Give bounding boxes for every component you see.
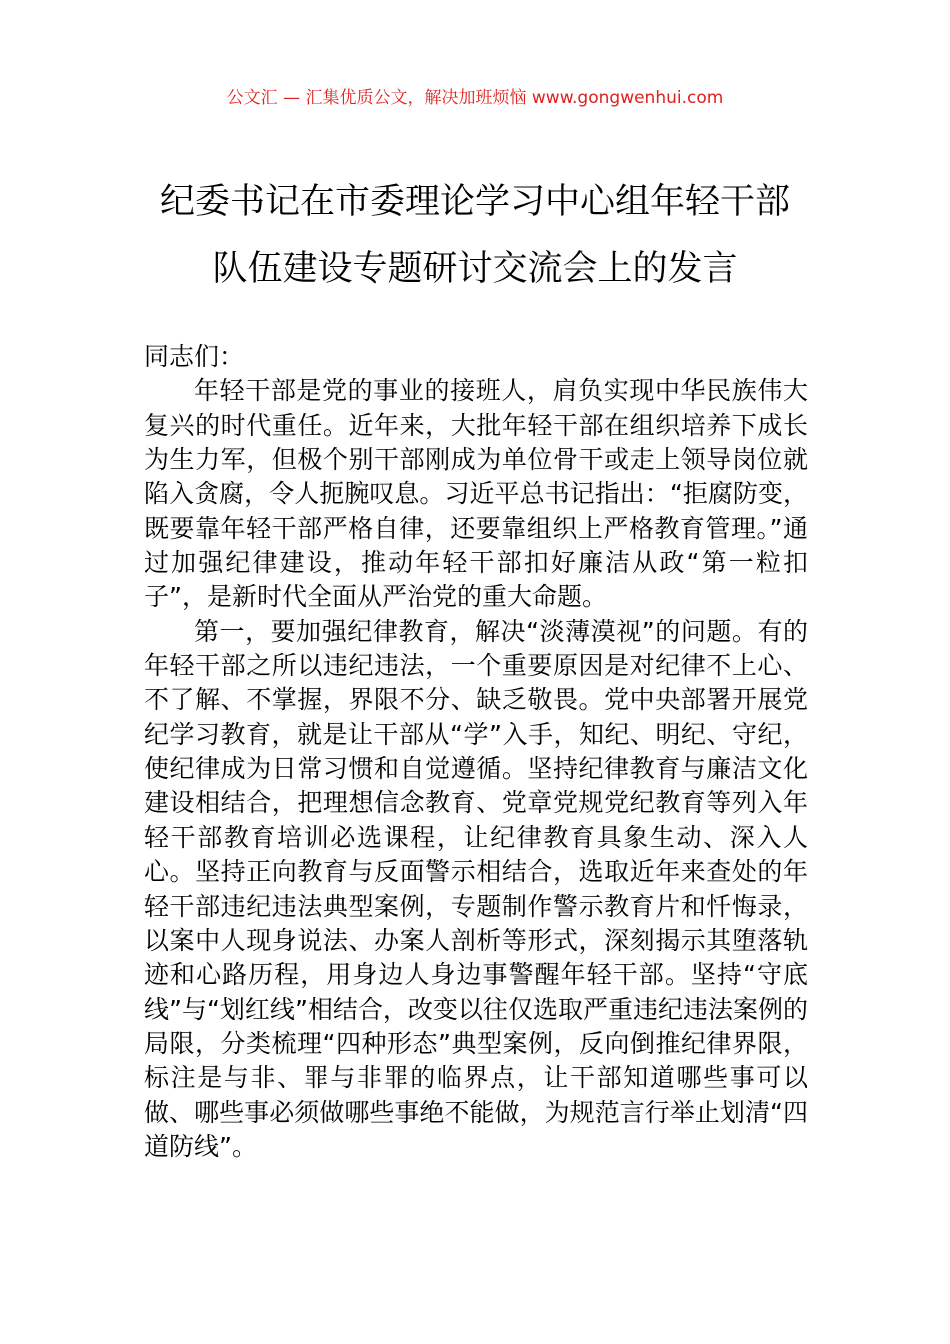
header-banner[interactable]: 公文汇 — 汇集优质公文，解决加班烦恼 www.gongwenhui.com (226, 88, 724, 108)
document-title-line-1: 纪委书记在市委理论学习中心组年轻干部 (159, 182, 790, 222)
body-paragraph-1: 年轻干部是党的事业的接班人，肩负实现中华民族伟大复兴的时代重任。近年来，大批年轻干部在组织培养下成长为生力军，但极个别干部刚成为单位骨干或走上领导岗位就陷入贪腐，令人扼腕叹息。习近平总书记指出：“拒腐防变，既要靠年轻干部严格自律，还要靠组织上严格教育管理。”通过加强纪律建设，推动年轻干部扣好廉洁从政“第一粒扣子”，是新时代全面从严治党的重大命题。 (144, 376, 808, 612)
body-paragraph-2: 第一，要加强纪律教育，解决“淡薄漠视”的问题。有的年轻干部之所以违纪违法，一个重要原因是对纪律不上心、不了解、不掌握，界限不分、缺乏敬畏。党中央部署开展党纪学习教育，就是让干部从“学”入手，知纪、明纪、守纪，使纪律成为日常习惯和自觉遵循。坚持纪律教育与廉洁文化建设相结合，把理想信念教育、党章党规党纪教育等列入年轻干部教育培训必选课程，让纪律教育具象生动、深入人心。坚持正向教育与反面警示相结合，选取近年来查处的年轻干部违纪违法典型案例，专题制作警示教育片和忏悔录，以案中人现身说法、办案人剖析等形式，深刻揭示其堕落轨迹和心路历程，用身边人身边事警醒年轻干部。坚持“守底线”与“划红线”相结合，改变以往仅选取严重违纪违法案例的局限，分类梳理“四种形态”典型案例，反向倒推纪律界限，标注是与非、罪与非罪的临界点，让干部知道哪些事可以做、哪些事必须做哪些事绝不能做，为规范言行举止划清“四道防线”。 (144, 616, 808, 1161)
salutation: 同志们： (144, 342, 245, 371)
document-body (144, 340, 808, 1164)
document-title-line-2: 队伍建设专题研讨交流会上的发言 (212, 249, 738, 289)
